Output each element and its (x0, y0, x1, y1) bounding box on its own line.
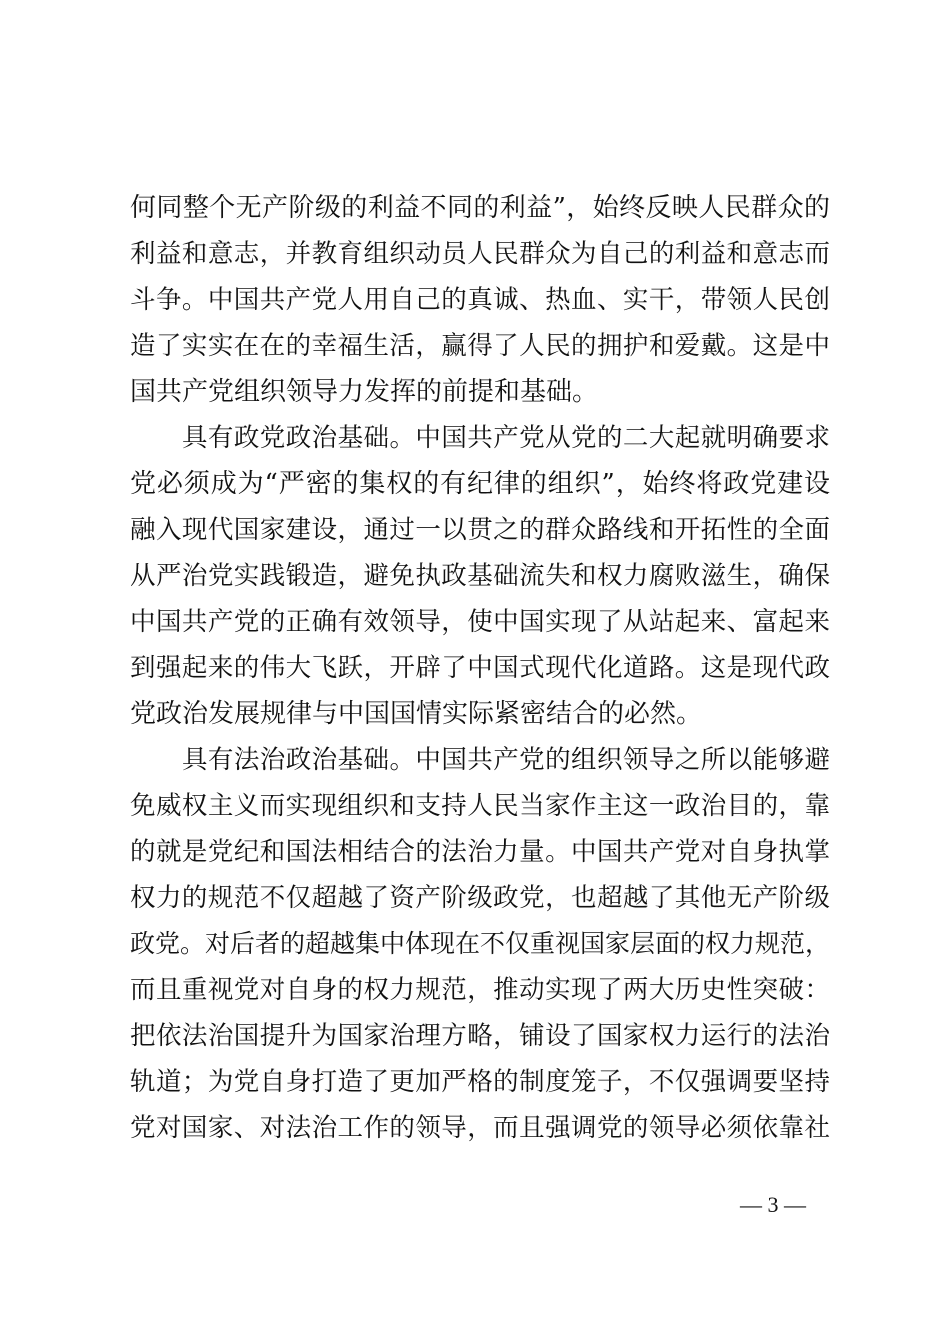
text-line: 到强起来的伟大飞跃，开辟了中国式现代化道路。这是现代政 (130, 653, 830, 683)
text-line: 从严治党实践锻造，避免执政基础流失和权力腐败滋生，确保 (130, 561, 830, 591)
text-line: 斗争。中国共产党人用自己的真诚、热血、实干，带领人民创 (130, 285, 830, 315)
document-body (130, 185, 830, 1151)
text-line: 把依法治国提升为国家治理方略，铺设了国家权力运行的法治 (130, 1021, 830, 1051)
text-line: 党对国家、对法治工作的领导，而且强调党的领导必须依靠社 (130, 1113, 830, 1143)
text-line: 融入现代国家建设，通过一以贯之的群众路线和开拓性的全面 (130, 515, 830, 545)
text-line: 利益和意志，并教育组织动员人民群众为自己的利益和意志而 (130, 239, 830, 269)
text-line: 轨道；为党自身打造了更加严格的制度笼子，不仅强调要坚持 (130, 1067, 830, 1097)
text-line: 免威权主义而实现组织和支持人民当家作主这一政治目的，靠 (130, 791, 830, 821)
paragraph (130, 415, 830, 737)
text-line: 权力的规范不仅超越了资产阶级政党，也超越了其他无产阶级 (130, 883, 830, 913)
text-line: 的就是党纪和国法相结合的法治力量。中国共产党对自身执掌 (130, 837, 830, 867)
text-line: 政党。对后者的超越集中体现在不仅重视国家层面的权力规范， (130, 929, 831, 958)
paragraph (130, 185, 830, 415)
paragraph (130, 737, 830, 1151)
text-line: 何同整个无产阶级的利益不同的利益”，始终反映人民群众的 (130, 193, 830, 223)
text-line: 党必须成为“严密的集权的有纪律的组织”，始终将政党建设 (130, 469, 830, 499)
text-line: 党政治发展规律与中国国情实际紧密结合的必然。 (130, 699, 703, 729)
page-number: — 3 — (740, 1192, 806, 1217)
text-line: 而且重视党对自身的权力规范，推动实现了两大历史性突破： (130, 975, 830, 1005)
text-line: 具有法治政治基础。中国共产党的组织领导之所以能够避 (182, 745, 830, 775)
text-line: 中国共产党的正确有效领导，使中国实现了从站起来、富起来 (130, 607, 830, 637)
text-line: 具有政党政治基础。中国共产党从党的二大起就明确要求 (182, 423, 830, 453)
text-line: 造了实实在在的幸福生活，赢得了人民的拥护和爱戴。这是中 (130, 331, 830, 361)
text-line: 国共产党组织领导力发挥的前提和基础。 (130, 377, 599, 407)
